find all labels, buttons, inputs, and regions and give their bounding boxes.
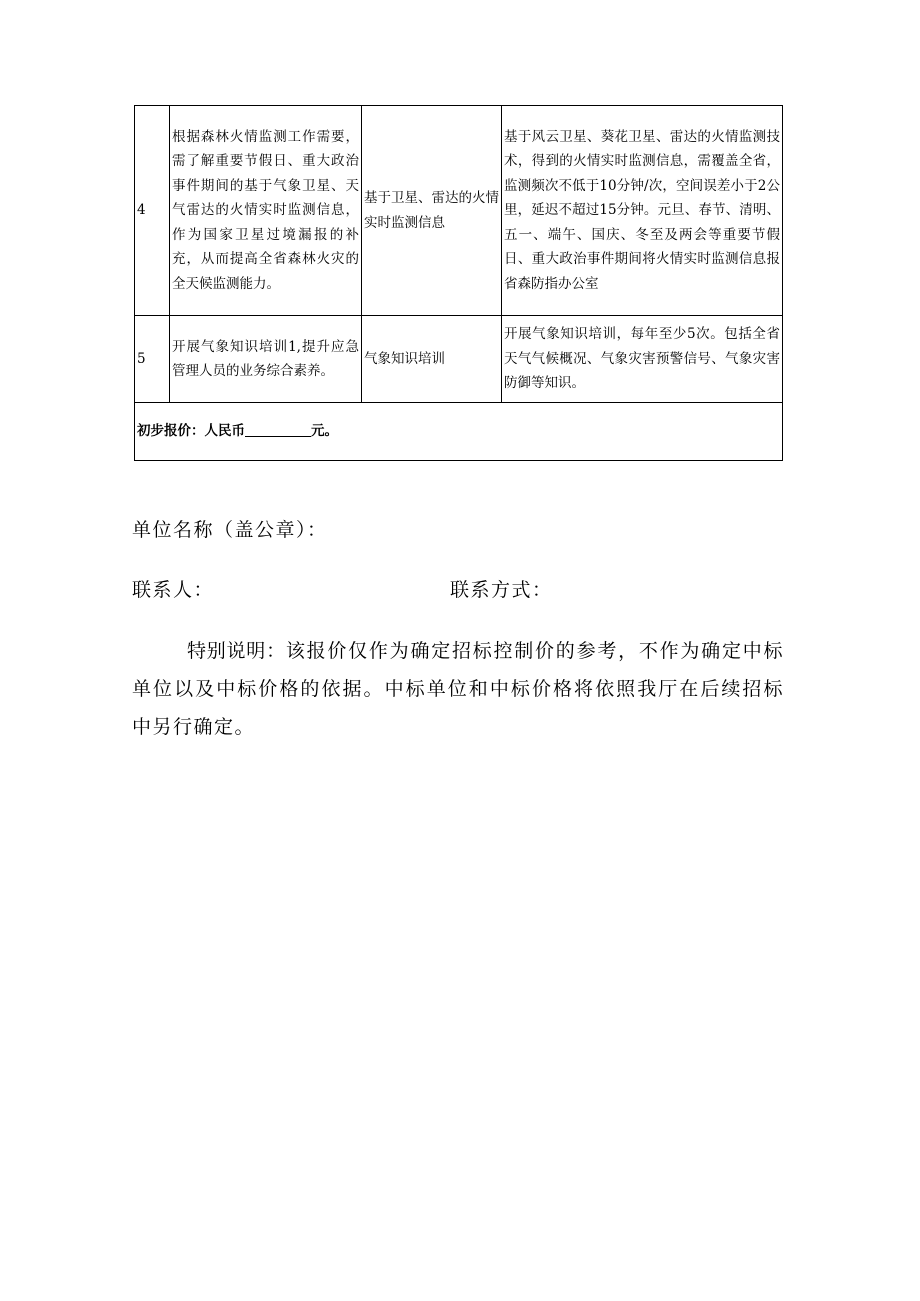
price-suffix: 元。 <box>311 423 338 440</box>
contact-line <box>132 575 553 602</box>
item-cell <box>362 316 502 403</box>
note-label: 特别说明： <box>187 640 286 662</box>
spec-cell <box>502 106 783 316</box>
price-blank[interactable] <box>245 422 311 437</box>
table-row <box>135 316 783 403</box>
contact-person-label: 联系人： <box>132 579 215 601</box>
requirement-text: 根据森林火情监测工作需要，需了解重要节假日、重大政治事件期间的基于气象卫星、天气雷达的火情实时监测信息，作为国家卫星过境漏报的补充，从而提高全省森林火灾的全天候监测能力。 <box>172 128 359 292</box>
spec-cell <box>502 316 783 403</box>
item-text: 气象知识培训 <box>364 350 445 367</box>
quote-table <box>134 105 783 461</box>
special-note <box>132 632 784 746</box>
spec-text: 基于风云卫星、葵花卫星、雷达的火情监测技术，得到的火情实时监测信息，需覆盖全省，监测频次不低于10分钟/次，空间误差小于2公里，延迟不超过15分钟。元旦、春节、清明、五一、端午、国庆、冬至及两会等重要节假日、重大政治事件期间将火情实时监测信息报省森防指办公室 <box>504 128 780 292</box>
note-text: 该报价仅作为确定招标控制价的参考，不作为确定中标单位以及中标价格的依据。中标单位和中标价格将依照我厅在后续招标中另行确定。 <box>132 640 784 738</box>
row-number: 4 <box>135 106 170 316</box>
item-cell <box>362 106 502 316</box>
price-cell <box>135 403 783 461</box>
table-row <box>135 106 783 316</box>
requirement-text: 开展气象知识培训1,提升应急管理人员的业务综合素养。 <box>172 338 359 379</box>
spec-text: 开展气象知识培训，每年至少5次。包括全省天气气候概况、气象灾害预警信号、气象灾害防御等知识。 <box>504 326 780 392</box>
unit-name-line: 单位名称（盖公章）： <box>132 519 328 541</box>
row-number: 5 <box>135 316 170 403</box>
price-row <box>135 403 783 461</box>
requirement-cell <box>170 316 362 403</box>
contact-method-label: 联系方式： <box>450 579 553 601</box>
item-text: 基于卫星、雷达的火情实时监测信息 <box>364 190 499 231</box>
requirement-cell <box>170 106 362 316</box>
price-label: 初步报价：人民币 <box>137 423 245 440</box>
